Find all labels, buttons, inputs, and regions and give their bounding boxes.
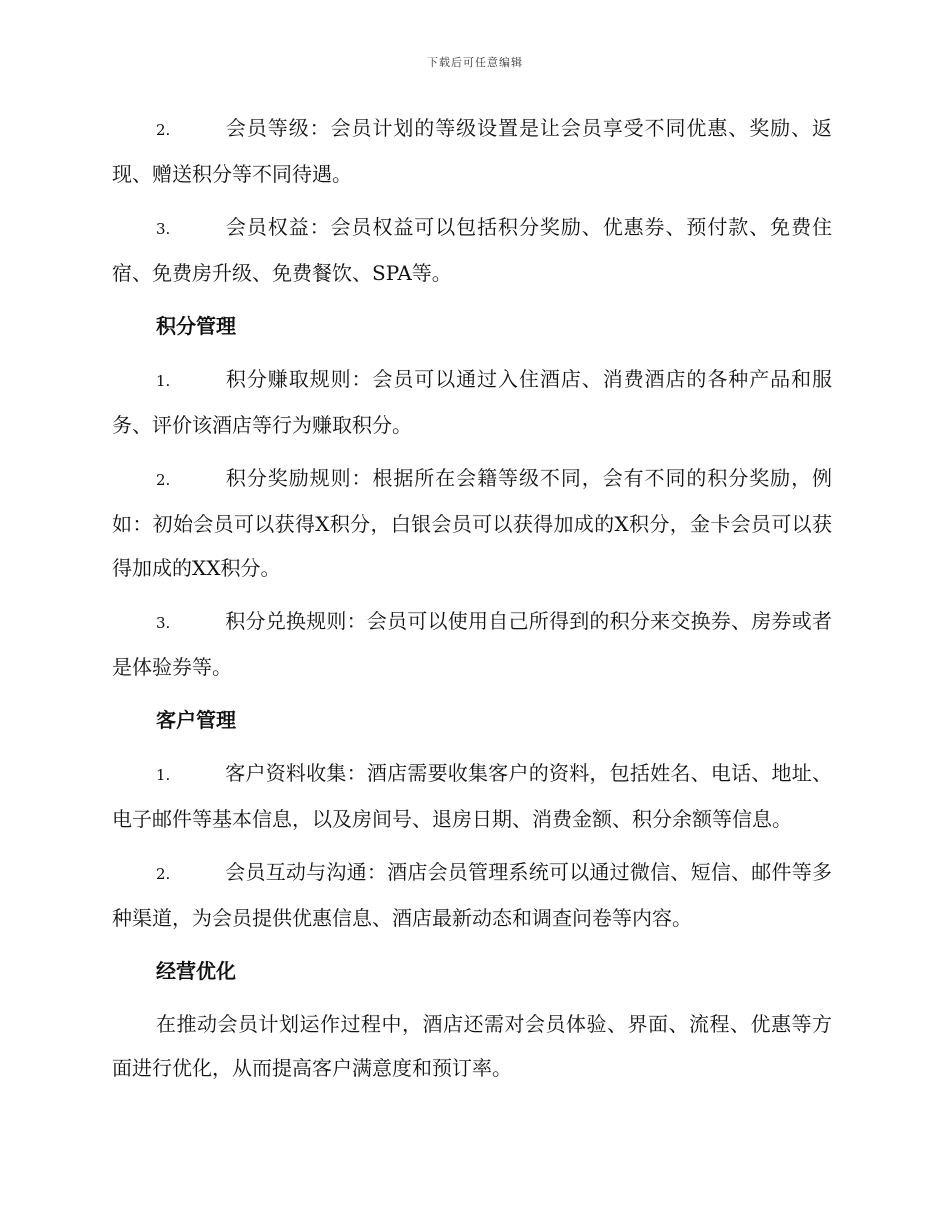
- list-number: 3.: [156, 614, 171, 632]
- header-note: 下载后可任意编辑: [427, 56, 523, 69]
- points-item-3: [112, 599, 832, 689]
- list-number: 2.: [156, 471, 171, 489]
- list-text: 积分奖励规则：根据所在会籍等级不同，会有不同的积分奖励，例如：初始会员可以获得X积分，白银会员可以获得加成的X积分，金卡会员可以获得加成的XX积分。: [112, 466, 832, 580]
- list-number: 1.: [156, 766, 171, 784]
- list-number: 1.: [156, 372, 171, 390]
- list-number: 2.: [156, 865, 171, 883]
- customers-item-1: [112, 751, 832, 841]
- list-text: 会员权益：会员权益可以包括积分奖励、优惠券、预付款、免费住宿、免费房升级、免费餐饮、SPA等。: [112, 215, 832, 285]
- list-number: 3.: [156, 220, 171, 238]
- list-text: 会员互动与沟通：酒店会员管理系统可以通过微信、短信、邮件等多种渠道，为会员提供优惠信息、酒店最新动态和调查问卷等内容。: [112, 860, 832, 930]
- membership-item-3: [112, 205, 832, 295]
- membership-item-2: [112, 106, 832, 196]
- section-heading-points: 积分管理: [156, 314, 236, 338]
- operations-paragraph: 在推动会员计划运作过程中，酒店还需对会员体验、界面、流程、优惠等方面进行优化，从而提高客户满意度和预订率。: [112, 1012, 832, 1080]
- list-number: 2.: [156, 121, 171, 139]
- points-item-1: [112, 357, 832, 447]
- document-body: [112, 106, 832, 1099]
- section-heading-operations: 经营优化: [156, 959, 236, 983]
- list-text: 客户资料收集：酒店需要收集客户的资料，包括姓名、电话、地址、电子邮件等基本信息，以及房间号、退房日期、消费金额、积分余额等信息。: [112, 761, 832, 831]
- list-text: 会员等级：会员计划的等级设置是让会员享受不同优惠、奖励、返现、赠送积分等不同待遇。: [112, 116, 832, 186]
- points-item-2: [112, 456, 832, 590]
- list-text: 积分赚取规则：会员可以通过入住酒店、消费酒店的各种产品和服务、评价该酒店等行为赚取积分。: [112, 367, 832, 437]
- list-text: 积分兑换规则：会员可以使用自己所得到的积分来交换券、房券或者是体验券等。: [112, 609, 832, 679]
- section-heading-customers: 客户管理: [156, 708, 236, 732]
- customers-item-2: [112, 850, 832, 940]
